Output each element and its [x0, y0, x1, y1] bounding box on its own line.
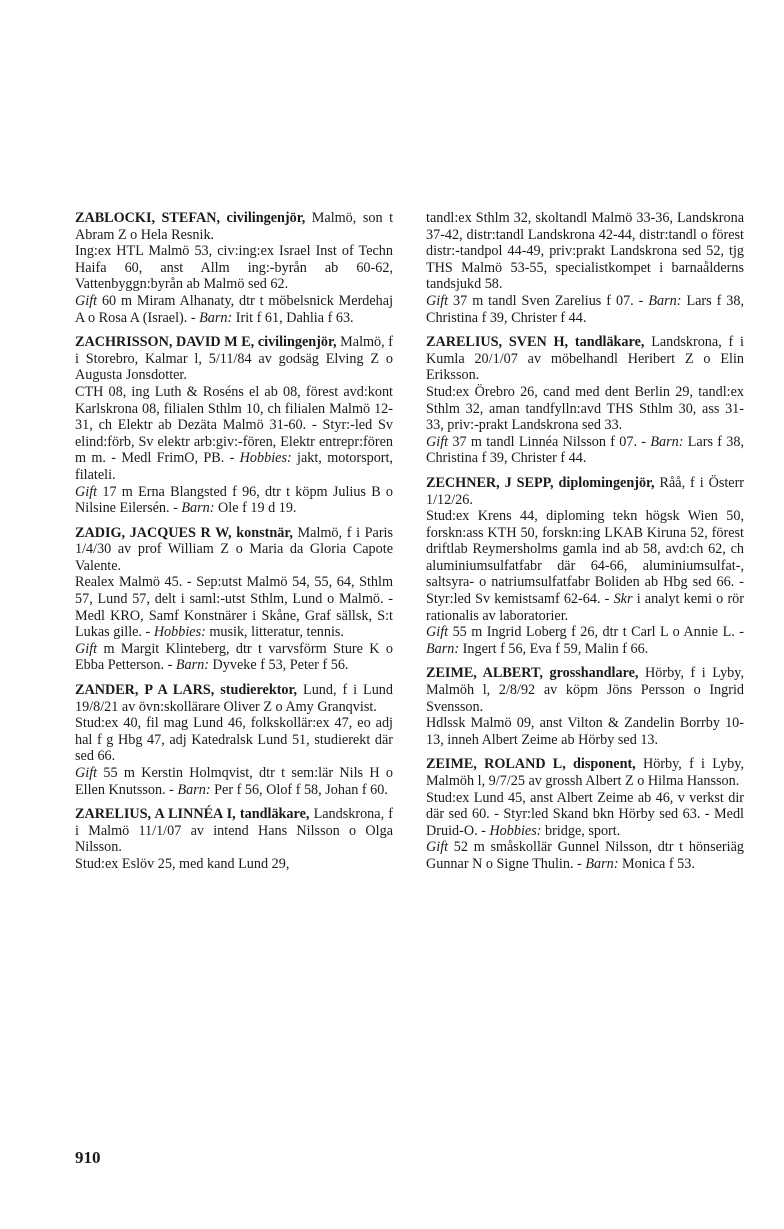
skr-text: i analyt kemi o rör rationalis av laboratorier. — [426, 591, 744, 624]
gift-label: Gift — [75, 483, 98, 500]
hobbies-label: Hobbies: — [489, 822, 542, 839]
entry-family — [75, 484, 393, 517]
entry-intro: Malmö, f i Paris 1/4/30 av prof William Z o Maria da Gloria Capote Valente. — [75, 524, 394, 574]
hobbies-label: Hobbies: — [153, 624, 206, 641]
entry-zarelius-linnea-continued — [426, 210, 744, 326]
entry-zarelius-linnea — [75, 806, 393, 872]
gift-text: 55 m Ingrid Loberg f 26, dtr t Carl L o Annie L. - — [452, 624, 744, 641]
page-number: 910 — [75, 1148, 101, 1167]
entry-heading — [75, 525, 393, 575]
barn-text: Ole f 19 d 19. — [218, 500, 297, 517]
entry-career: Stud:ex 40, fil mag Lund 46, folkskollär:ex 47, eo adj hal f g Hbg 47, adj Katedralsk Lund 51, studierekt där sed 66. — [75, 715, 393, 765]
entry-heading — [426, 475, 744, 508]
entry-career: Ing:ex HTL Malmö 53, civ:ing:ex Israel Inst of Techn Haifa 60, anst Allm ing:-byrån ab 60-62, Vattenbyggn:byrån ab Malmö sed 62. — [75, 243, 393, 293]
entry-heading — [426, 756, 744, 789]
entry-zeime-albert — [426, 665, 744, 748]
career-text: Stud:ex Krens 44, diploming tekn högsk Wien 50, forskn:ass KTH 50, forskn:ing LKAB Kiruna 52, förest driftlab Reymersholms gamla ind ab 58, avd:ch 62, ch aluminiumsulfatfabr där 64-66, aluminiumsulfat-, saltsyra- o natriumsulfatfabr Boliden ab Hbg sed 66. - Styr:led Sv kemistsamf 62-64. - — [426, 508, 744, 608]
entry-role: konstnär, — [236, 524, 293, 541]
entry-heading — [426, 334, 744, 384]
entry-name: ZANDER, P A LARS, — [75, 682, 215, 699]
entry-heading — [426, 665, 744, 715]
entry-zechner — [426, 475, 744, 658]
entry-name: ZABLOCKI, STEFAN, — [75, 210, 221, 226]
barn-text: Ingert f 56, Eva f 59, Malin f 66. — [462, 640, 649, 657]
entry-name: ZACHRISSON, DAVID M E, — [75, 334, 255, 351]
gift-label: Gift — [75, 640, 98, 657]
gift-text: 17 m Erna Blangsted f 96, dtr t köpm Julius B o Nilsine Eilersén. - — [75, 483, 394, 517]
entry-intro: Hörby, f i Lyby, Malmöh l, 9/7/25 av grossh Albert Z o Hilma Hansson. — [426, 756, 744, 789]
entry-role: tandläkare, — [239, 806, 310, 823]
barn-label: Barn: — [650, 433, 684, 450]
barn-text: Lars f 38, Christina f 39, Christer f 44. — [426, 292, 745, 326]
entry-zadig — [75, 525, 393, 674]
barn-text: Dyveke f 53, Peter f 56. — [212, 657, 349, 674]
entry-zablocki — [75, 210, 393, 326]
entry-role: civilingenjör, — [257, 334, 337, 351]
barn-text: Lars f 38, Christina f 39, Christer f 44. — [426, 433, 745, 467]
barn-label: Barn: — [175, 657, 209, 674]
entry-intro: Landskrona, f i Kumla 20/1/07 av möbelhandl Heribert Z o Elin Eriksson. — [426, 334, 744, 384]
entry-intro: Lund, f i Lund 19/8/21 av övn:skollärare Oliver Z o Amy Granqvist. — [75, 682, 393, 715]
entry-role: disponent, — [573, 756, 636, 773]
left-column — [75, 210, 393, 881]
skr-label: Skr — [613, 591, 633, 608]
right-column — [426, 210, 744, 881]
entry-family — [426, 839, 744, 872]
entry-career — [75, 574, 393, 640]
entry-name: ZARELIUS, SVEN H, — [426, 334, 569, 351]
entry-zachrisson — [75, 334, 393, 517]
gift-label: Gift — [75, 292, 98, 309]
entry-zeime-roland — [426, 756, 744, 872]
entry-heading — [75, 210, 393, 243]
career-text: CTH 08, ing Luth & Roséns el ab 08, förest avd:kont Karlskrona 08, filialen Sthlm 10, ch filialen Malmö 12-31, ch Elektr ab Dezäta Malmö 31-60. - Styr:-led Sv elind:förb, Sv elektr arb:giv:-fören, Elektr entrepr:fören m m. - Medl FrimO, PB. - — [75, 383, 393, 467]
career-text: Realex Malmö 45. - Sep:utst Malmö 54, 55, 64, Sthlm 57, Lund 57, delt i saml:-utst Sthlm, Lund o Malmö. - Medl KRO, Samf Konstnärer i Skåne, Graf sällsk, S:t Lukas gille. - — [75, 574, 393, 641]
entry-family — [75, 641, 393, 674]
barn-text: Irit f 61, Dahlia f 63. — [235, 309, 354, 326]
entry-career: tandl:ex Sthlm 32, skoltandl Malmö 33-36, Landskrona 37-42, distr:tandl Landskrona 42-44, distr:tandl o förest distr:-tandpol 44-49, priv:prakt Landskrona sed 52, tjg THS Malmö 53-55, specialistkompet i barnaålderns tandsjukd 58. — [426, 210, 744, 293]
barn-text: Monica f 53. — [622, 855, 695, 872]
hobbies-text: jakt, motorsport, filateli. — [75, 450, 394, 483]
entry-career: Stud:ex Eslöv 25, med kand Lund 29, — [75, 855, 290, 872]
gift-label: Gift — [75, 765, 98, 781]
entry-career — [426, 508, 744, 624]
entry-zander — [75, 682, 393, 798]
career-text: Stud:ex Lund 45, anst Albert Zeime ab 46, v verkst dir där sed 60. - Styr:led Skand bkn Hörby sed 63. - Medl Druid-O. - — [426, 789, 744, 839]
hobbies-text: bridge, sport. — [545, 822, 621, 839]
gift-label: Gift — [426, 839, 449, 856]
entry-family — [75, 293, 393, 326]
entry-name: ZEIME, ALBERT, — [426, 665, 543, 682]
entry-career: Hdlssk Malmö 09, anst Vilton & Zandelin Borrby 10-13, inneh Albert Zeime ab Hörby sed 13. — [426, 715, 744, 748]
entry-zarelius-sven — [426, 334, 744, 467]
entry-heading — [75, 806, 393, 856]
entry-role: civilingenjör, — [226, 210, 306, 226]
barn-label: Barn: — [181, 500, 215, 517]
entry-intro: Malmö, f i Storebro, Kalmar l, 5/11/84 av godsäg Elving Z o Augusta Jonsdotter. — [75, 334, 394, 384]
entry-family — [426, 434, 744, 467]
gift-text: 55 m Kerstin Holmqvist, dtr t sem:lär Nils H o Ellen Knutsson. - — [75, 765, 393, 798]
entry-family — [75, 765, 393, 798]
hobbies-text: musik, litteratur, tennis. — [209, 624, 344, 641]
gift-label: Gift — [426, 624, 449, 641]
gift-text: 37 m tandl Linnéa Nilsson f 07. - — [452, 433, 647, 450]
entry-family — [426, 293, 744, 326]
entry-heading — [75, 682, 393, 715]
hobbies-label: Hobbies: — [239, 450, 292, 467]
entry-role: studierektor, — [220, 682, 298, 699]
gift-text: m Margit Klinteberg, dtr t varvsförm Sture K o Ebba Petterson. - — [75, 640, 394, 674]
gift-text: 60 m Miram Alhanaty, dtr t möbelsnick Merdehaj A o Rosa A (Israel). - — [75, 292, 394, 326]
entry-role: diplomingenjör, — [558, 474, 655, 491]
entry-career — [426, 790, 744, 840]
gift-text: 37 m tandl Sven Zarelius f 07. - — [453, 292, 644, 309]
entry-role: tandläkare, — [574, 334, 645, 351]
barn-label: Barn: — [177, 781, 211, 798]
gift-label: Gift — [426, 433, 449, 450]
barn-text: Per f 56, Olof f 58, Johan f 60. — [214, 781, 388, 798]
barn-label: Barn: — [585, 855, 619, 872]
gift-text: 52 m småskollär Gunnel Nilsson, dtr t hönseriäg Gunnar N o Signe Thulin. - — [426, 839, 744, 872]
entry-role: grosshandlare, — [549, 665, 639, 682]
barn-label: Barn: — [426, 640, 460, 657]
entry-intro: Landskrona, f i Malmö 11/1/07 av intend Hans Nilsson o Olga Nilsson. — [75, 806, 394, 856]
entry-intro: Malmö, son t Abram Z o Hela Resnik. — [75, 210, 394, 243]
entry-name: ZEIME, ROLAND L, — [426, 756, 566, 773]
entry-heading — [75, 334, 393, 384]
entry-intro: Hörby, f i Lyby, Malmöh l, 2/8/92 av köpm Jöns Persson o Ingrid Svensson. — [426, 665, 744, 715]
entry-name: ZARELIUS, A LINNÉA I, — [75, 806, 236, 823]
entry-family — [426, 624, 744, 657]
entry-career: Stud:ex Örebro 26, cand med dent Berlin 29, tandl:ex Sthlm 32, aman tandfylln:avd THS Sthlm 30, ass 31-33, priv:-prakt Landskrona sed 33. — [426, 383, 744, 434]
entry-intro: Råå, f i Österr 1/12/26. — [426, 474, 745, 508]
entry-career — [75, 384, 393, 484]
barn-label: Barn: — [648, 292, 682, 309]
entry-name: ZECHNER, J SEPP, — [426, 474, 554, 491]
gift-label: Gift — [426, 292, 449, 309]
entry-name: ZADIG, JACQUES R W, — [75, 524, 232, 541]
barn-label: Barn: — [199, 309, 233, 326]
